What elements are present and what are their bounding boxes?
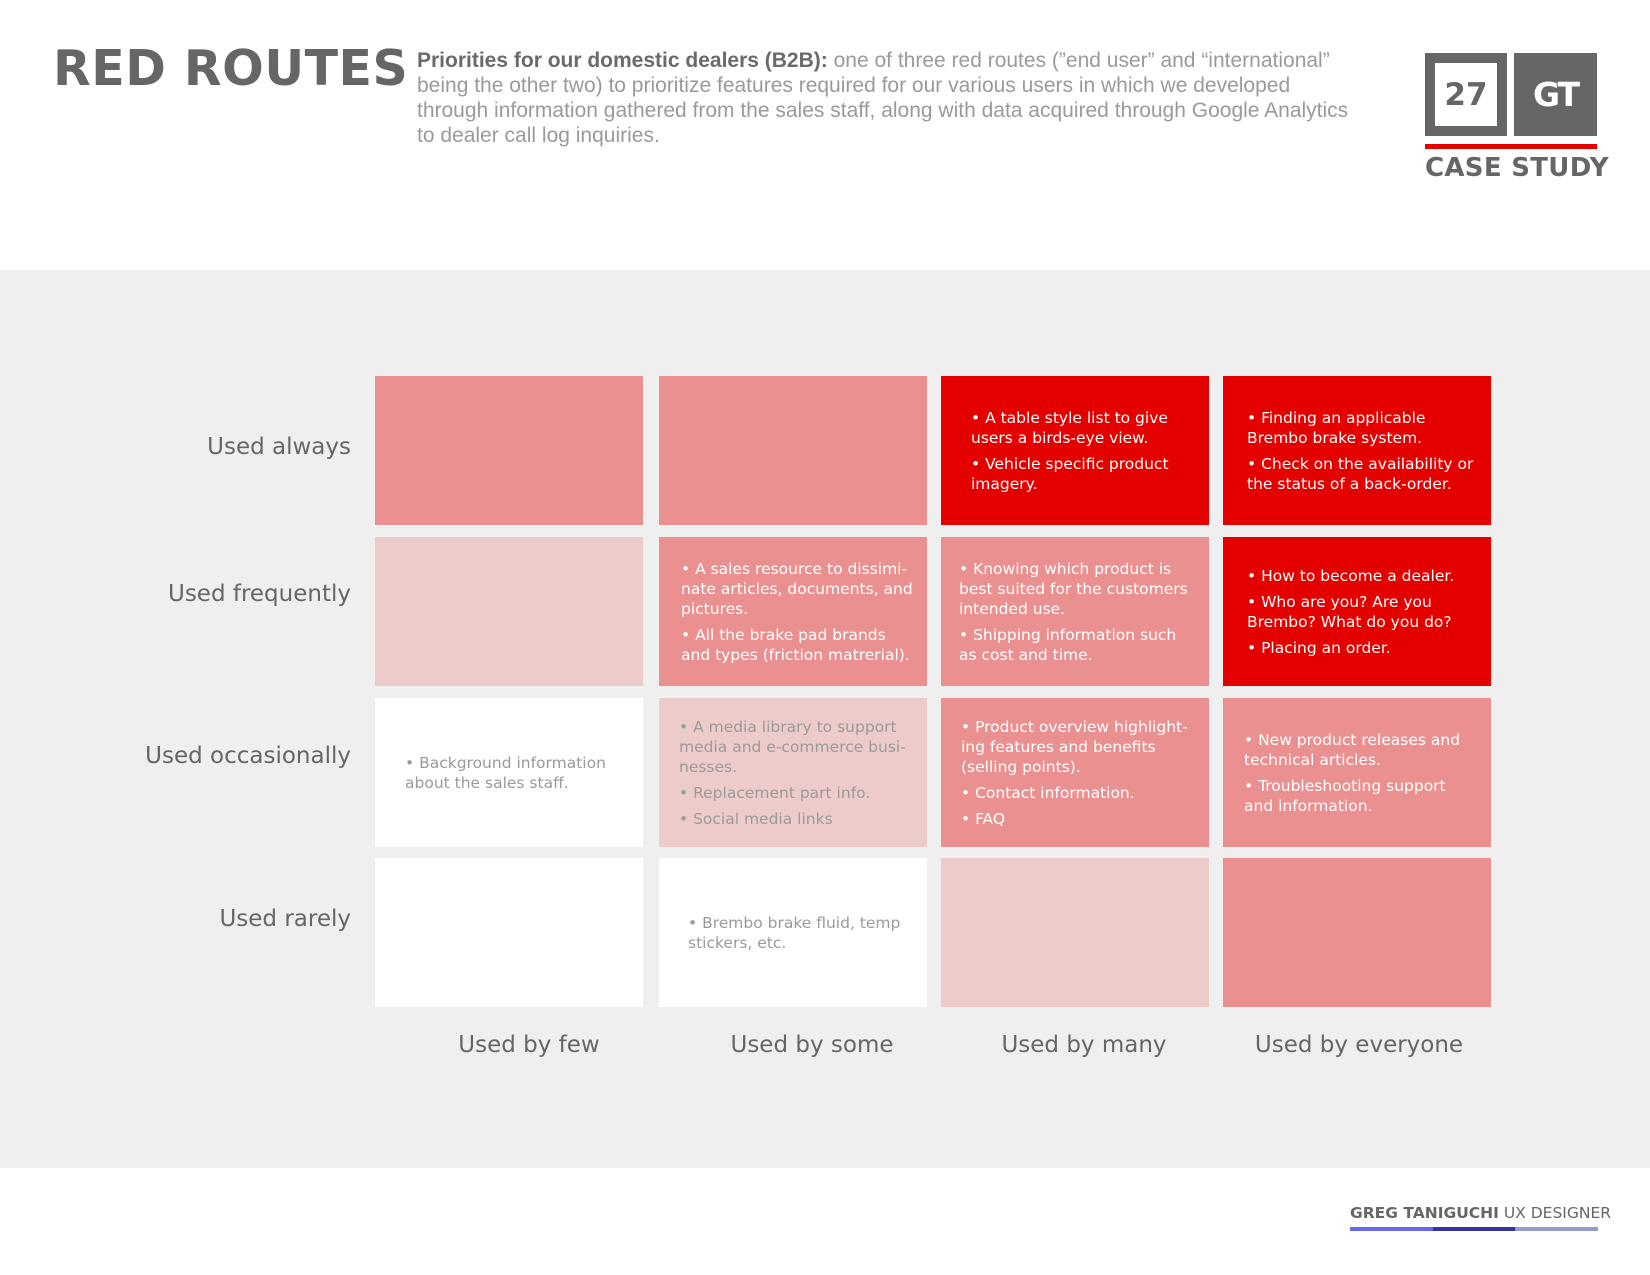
- description-body: one of three red routes (”end user” and “international” being the other two) to prioritize features required for our various users in which we developed through information gathered from the sales staff, along with data acquired through Google Analytics to dealer call log inquiries.: [417, 49, 1349, 147]
- matrix-cell: [941, 376, 1209, 525]
- column-label-few: Used by few: [458, 1032, 600, 1058]
- description-lead: Priorities for our domestic dealers (B2B):: [417, 49, 828, 72]
- footer-bar: [1433, 1227, 1516, 1231]
- row-label-frequently: Used frequently: [167, 581, 351, 607]
- cell-item: • Troubleshooting support and information.: [1244, 776, 1446, 815]
- matrix-cell: [375, 858, 643, 1007]
- column-label-many: Used by many: [1001, 1032, 1167, 1058]
- matrix-cell: [659, 858, 927, 1007]
- cell-item: • Replacement part info.: [679, 783, 871, 802]
- matrix-cell: [375, 376, 643, 525]
- column-label-some: Used by some: [730, 1032, 894, 1058]
- cell-item: • FAQ: [961, 809, 1006, 828]
- cell-item: • Vehicle specific product imagery.: [971, 454, 1169, 493]
- case-study-logo: [1425, 53, 1609, 183]
- matrix-cell: [941, 858, 1209, 1007]
- page-number: 27: [1435, 63, 1497, 126]
- page-number-badge: [1425, 53, 1507, 136]
- matrix-cell: [1223, 376, 1491, 525]
- cell-item: • Shipping information such as cost and time.: [959, 625, 1177, 664]
- cell-item: • Finding an applicable Brembo brake system.: [1247, 408, 1426, 447]
- cell-item: • A sales resource to dissimi-nate articles, documents, and pictures.: [681, 559, 913, 618]
- matrix-cell: [375, 698, 643, 847]
- cell-item: • Placing an order.: [1247, 638, 1391, 657]
- cell-item: • Contact information.: [961, 783, 1135, 802]
- matrix-cell: [659, 698, 927, 847]
- designer-role: UX DESIGNER: [1498, 1204, 1612, 1222]
- page-title: RED ROUTES: [53, 40, 409, 97]
- footer-color-bars: [1350, 1227, 1598, 1231]
- footer-bar: [1515, 1227, 1598, 1231]
- cell-item: • Background information about the sales staff.: [405, 753, 606, 792]
- matrix-cell: [659, 537, 927, 686]
- row-label-occasionally: Used occasionally: [145, 743, 351, 769]
- cell-item: • Product overview highlight-ing features and benefits (selling points).: [961, 717, 1188, 776]
- cell-item: • New product releases and technical articles.: [1244, 730, 1461, 769]
- matrix-cell: [941, 698, 1209, 847]
- matrix-cell: [659, 376, 927, 525]
- matrix-cell: [1223, 698, 1491, 847]
- footer-bar: [1350, 1227, 1433, 1231]
- cell-item: • A table style list to give users a birds-eye view.: [971, 408, 1168, 447]
- cell-item: • Brembo brake fluid, temp stickers, etc.: [688, 913, 901, 952]
- case-study-label: CASE STUDY: [1425, 153, 1609, 183]
- cell-item: • Check on the availability or the status of a back-order.: [1247, 454, 1474, 493]
- footer-signature: [1350, 1204, 1612, 1231]
- row-label-always: Used always: [207, 434, 351, 460]
- cell-item: • Knowing which product is best suited for the customers intended use.: [959, 559, 1188, 618]
- page-description: [417, 48, 1357, 148]
- matrix-cell: [941, 537, 1209, 686]
- initials-badge: GT: [1514, 53, 1597, 136]
- cell-item: • Social media links: [679, 809, 833, 828]
- matrix-cell: [375, 537, 643, 686]
- matrix-cell: [1223, 537, 1491, 686]
- row-label-rarely: Used rarely: [219, 906, 351, 932]
- logo-accent-rule: [1425, 144, 1597, 149]
- matrix-cell: [1223, 858, 1491, 1007]
- cell-item: • All the brake pad brands and types (friction matrerial).: [681, 625, 910, 664]
- cell-item: • How to become a dealer.: [1247, 566, 1455, 585]
- cell-item: • Who are you? Are you Brembo? What do you do?: [1247, 592, 1452, 631]
- cell-item: • A media library to support media and e-commerce busi-nesses.: [679, 717, 906, 776]
- column-label-everyone: Used by everyone: [1254, 1032, 1464, 1058]
- designer-name: GREG TANIGUCHI: [1350, 1204, 1499, 1222]
